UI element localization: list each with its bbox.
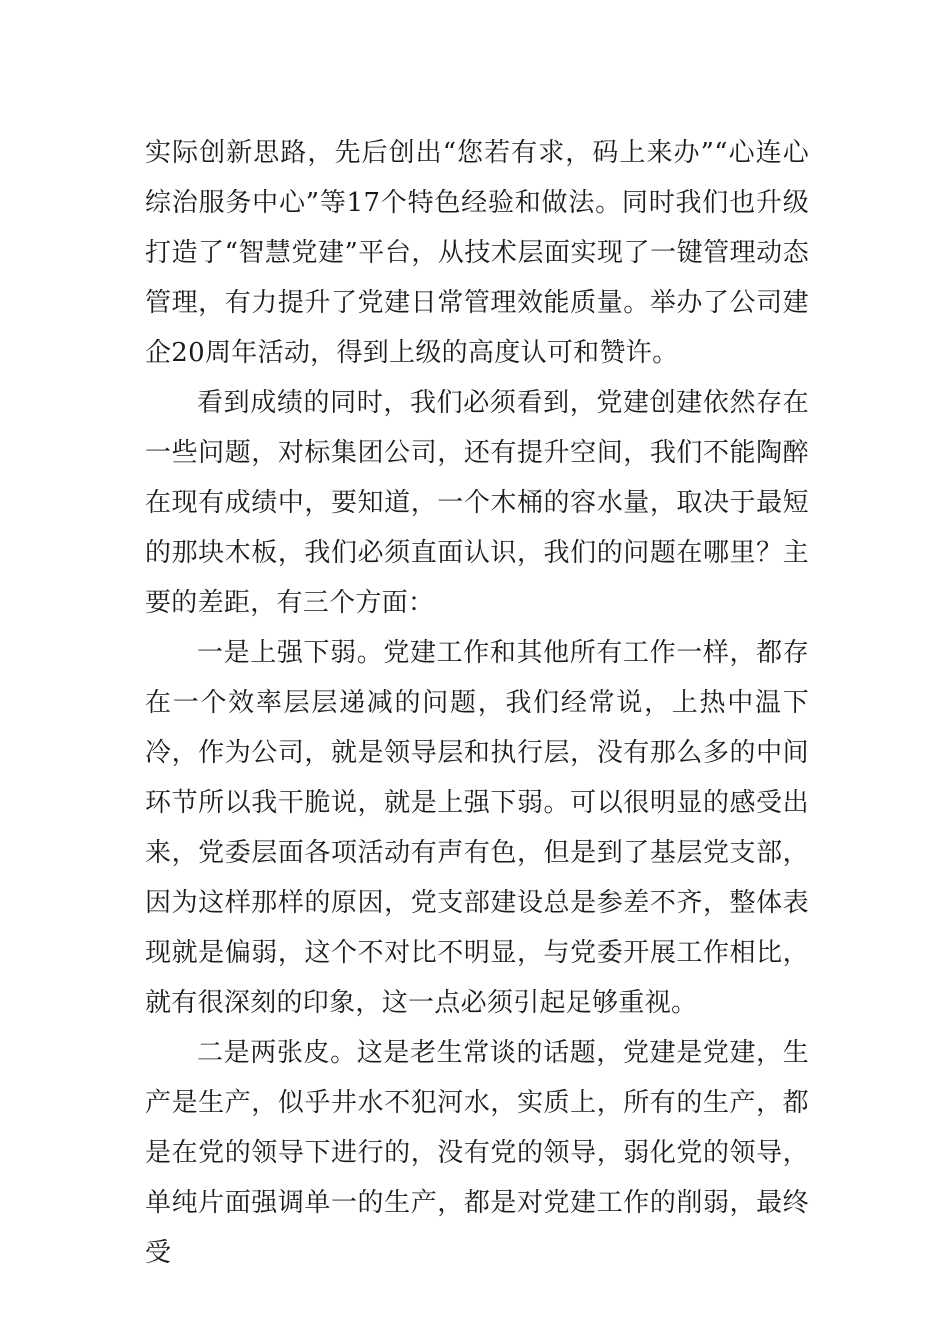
paragraph-achievements-problems: 看到成绩的同时，我们必须看到，党建创建依然存在一些问题，对标集团公司，还有提升空间，我们不能陶醉在现有成绩中，要知道，一个木桶的容水量，取决于最短的那块木板，我们必须直面认识，我们的问题在哪里？主要的差距，有三个方面：	[145, 388, 809, 618]
paragraph-point-two: 二是两张皮。这是老生常谈的话题，党建是党建，生产是生产，似乎井水不犯河水，实质上，所有的生产，都是在党的领导下进行的，没有党的领导，弱化党的领导，单纯片面强调单一的生产，都是对党建工作的削弱，最终受	[145, 1038, 809, 1268]
paragraph-continuation: 实际创新思路，先后创出“您若有求，码上来办”“心连心综治服务中心”等17个特色经验和做法。同时我们也升级打造了“智慧党建”平台，从技术层面实现了一键管理动态管理，有力提升了党建日常管理效能质量。举办了公司建企20周年活动，得到上级的高度认可和赞许。	[145, 138, 809, 368]
document-body	[145, 128, 809, 1278]
paragraph-point-one: 一是上强下弱。党建工作和其他所有工作一样，都存在一个效率层层递减的问题，我们经常说，上热中温下冷，作为公司，就是领导层和执行层，没有那么多的中间环节所以我干脆说，就是上强下弱。可以很明显的感受出来，党委层面各项活动有声有色，但是到了基层党支部，因为这样那样的原因，党支部建设总是参差不齐，整体表现就是偏弱，这个不对比不明显，与党委开展工作相比，就有很深刻的印象，这一点必须引起足够重视。	[145, 638, 809, 1018]
